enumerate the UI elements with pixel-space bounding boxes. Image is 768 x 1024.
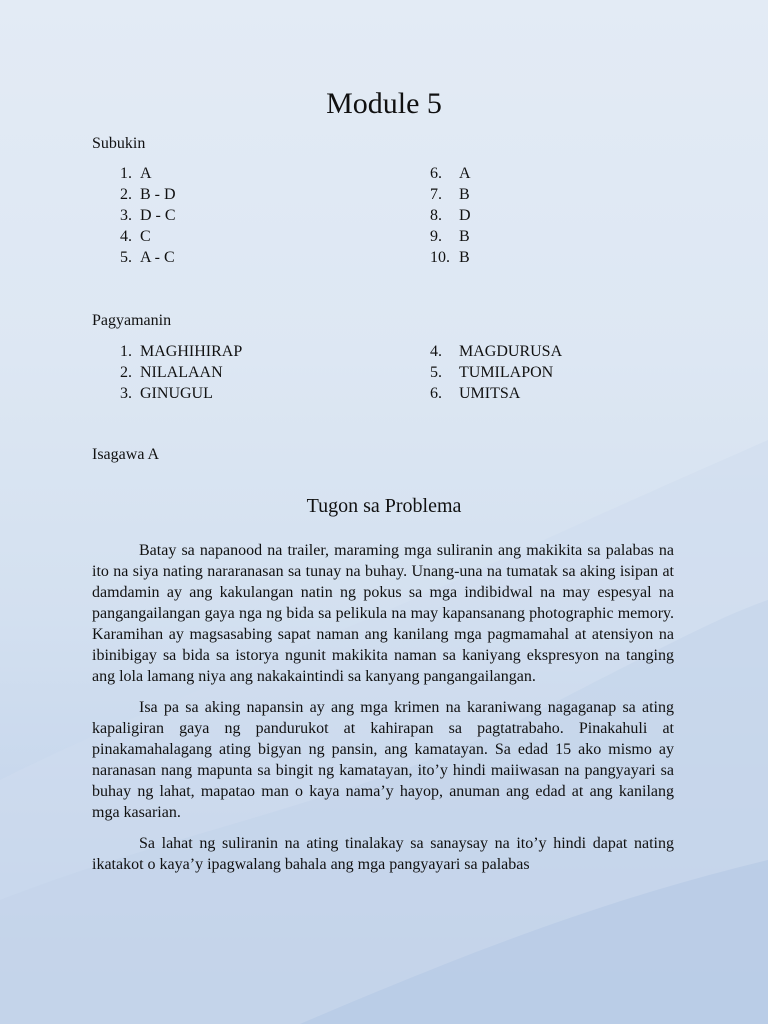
list-item: 8. D	[430, 207, 471, 224]
subukin-left-list	[108, 163, 176, 268]
list-item: 4. C	[120, 228, 151, 245]
list-item: 3. GINUGUL	[120, 385, 213, 402]
list-item: 5. A - C	[120, 249, 175, 266]
pagyamanin-right-list	[430, 341, 562, 404]
list-item: 1. MAGHIHIRAP	[120, 343, 243, 360]
subukin-right-list	[430, 163, 471, 268]
list-item: 6. UMITSA	[430, 385, 521, 402]
section-heading: Tugon sa Problema	[306, 495, 462, 517]
paragraph: Isa pa sa aking napansin ay ang mga krimen na karaniwang nagaganap sa ating kapaligiran gaya ng pandurukot at kahirapan sa pagtatrabaho. Pinakahuli at pinakamahalagang ating bigyan ng pansin, ang kamatayan. Sa edad 15 ako mismo ay naranasan nang mapunta sa bingit ng kamatayan, ito’y hindi maiiwasan na pangyayari sa buhay ng lahat, mapatao man o kaya nama’y hayop, anuman ang edad at ang kanilang mga kasarian.	[92, 699, 674, 821]
essay-body	[92, 540, 674, 885]
list-item: 2. NILALAAN	[120, 364, 223, 381]
list-item: 1. A	[120, 165, 152, 182]
subukin-label: Subukin	[92, 135, 146, 152]
list-item: 5. TUMILAPON	[430, 364, 554, 381]
list-item: 6. A	[430, 165, 471, 182]
list-item: 10. B	[430, 249, 470, 266]
list-item: 2. B - D	[120, 186, 176, 203]
pagyamanin-label: Pagyamanin	[92, 312, 172, 329]
isagawa-label: Isagawa A	[92, 446, 160, 463]
paragraph: Batay sa napanood na trailer, maraming mga suliranin ang makikita sa palabas na ito na siya nating nararanasan sa tunay na buhay. Unang-una na tumatak sa aking isipan at damdamin ay ang kakulangan natin ng pokus sa mga indibidwal na may espesyal na pangangailangan gaya nga ng bida sa pelikula na may kapansanang photographic memory. Karamihan ay magsasabing sapat naman ang kanilang mga pagmamahal at atensiyon na ibinibigay sa bida sa istorya ngunit makikita naman sa kaniyang ekspresyon na tanging ang lola lamang niya ang nakakaintindi sa kanyang pangangailangan.	[92, 542, 674, 685]
list-item: 7. B	[430, 186, 470, 203]
list-item: 9. B	[430, 228, 470, 245]
page-title: Module 5	[326, 87, 442, 120]
list-item: 4. MAGDURUSA	[430, 343, 563, 360]
list-item: 3. D - C	[120, 207, 176, 224]
paragraph: Sa lahat ng suliranin na ating tinalakay sa sanaysay na ito’y hindi dapat nating ikatakot o kaya’y ipagwalang bahala ang mga pangyayari sa palabas	[92, 835, 674, 873]
pagyamanin-left-list	[108, 341, 242, 404]
